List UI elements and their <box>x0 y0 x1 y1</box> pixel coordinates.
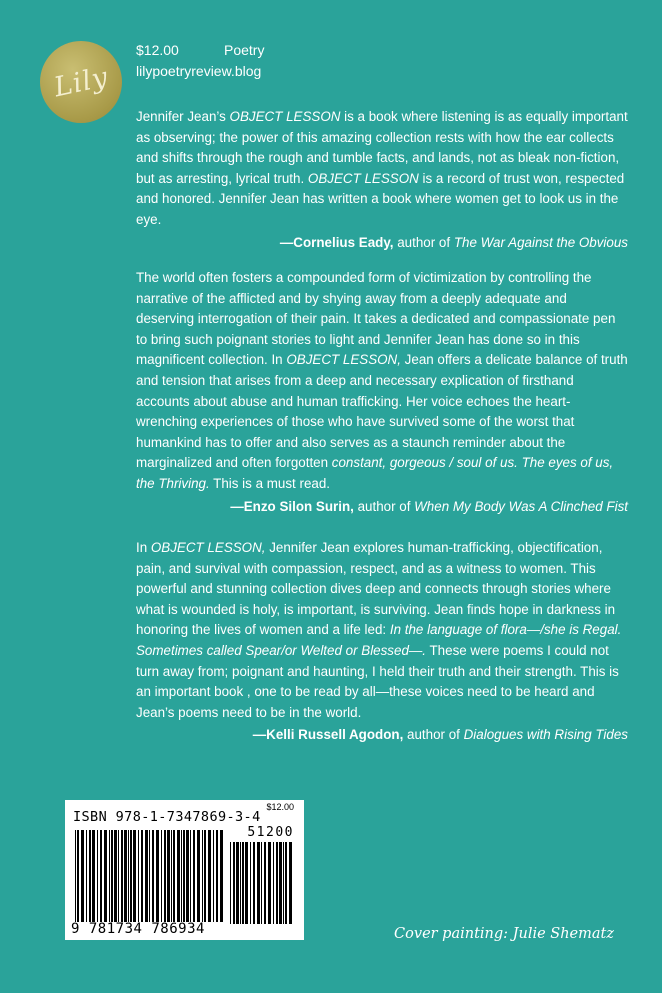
barcode-bar <box>268 842 271 924</box>
barcode-bar <box>104 830 107 922</box>
blurb-segment: This is a must read. <box>209 475 331 491</box>
barcode-bar <box>141 830 143 922</box>
blurb-segment: These were poems I could not turn away from; poignant and haunting, I held their truth and their strength. This is an important book , one to be read by all—these voices need to be heard and Jean’s poems need to be in the world. <box>136 642 619 720</box>
barcode-bar <box>202 830 203 922</box>
blurb-segment: Jennifer Jean’s <box>136 109 230 124</box>
blurb-attribution <box>136 497 628 518</box>
blurb-author: —Cornelius Eady, <box>279 234 394 250</box>
addon-digits: 51200 <box>247 825 294 840</box>
barcode-bar <box>171 830 172 922</box>
barcode-bar <box>257 842 260 924</box>
barcode-bar <box>289 842 292 924</box>
blurb-italic: OBJECT LESSON <box>307 170 419 186</box>
blurb-segment: In <box>136 540 151 555</box>
barcode-bar <box>161 830 162 922</box>
barcode-bar <box>208 830 211 922</box>
barcode-bar <box>121 830 123 922</box>
barcode-bar <box>186 830 189 922</box>
barcode-bar <box>152 830 154 922</box>
barcode-bar <box>130 830 132 922</box>
barcode-bar <box>133 830 136 922</box>
barcode-bar <box>279 842 282 924</box>
blurb-text <box>136 107 628 231</box>
barcode-bar <box>285 842 287 924</box>
blurb-author: —Kelli Russell Agodon, <box>252 727 404 743</box>
blurb-author: —Enzo Silon Surin, <box>230 498 354 514</box>
barcode-bar <box>128 830 129 922</box>
ean-bars <box>75 830 225 922</box>
barcode-bar <box>197 830 200 922</box>
barcode-bar <box>156 830 159 922</box>
isbn-number: ISBN 978-1-7347869-3-4 <box>73 809 261 825</box>
barcode-bar <box>213 830 214 922</box>
barcode-bar <box>242 842 244 924</box>
blurb-segment: is a book where listening is as equally important as observing; the power of this amazing collection rests with how the ear collects and shifts through the rough and tumble facts, and lands, not as bleak non-fiction, but as arresting, lyrical truth. <box>136 109 628 186</box>
barcode-bar <box>114 830 117 922</box>
barcode-bar <box>236 842 239 924</box>
barcode-bar <box>149 830 150 922</box>
blurb-author-of: author of <box>393 234 454 250</box>
barcode-bar <box>86 830 87 922</box>
isbn-barcode <box>65 800 304 940</box>
blurb-attribution <box>136 725 628 746</box>
barcode-bar <box>177 830 180 922</box>
blurb-work: Dialogues with Rising Tides <box>463 727 628 743</box>
book-price: $12.00 <box>136 42 179 58</box>
publisher-website[interactable]: lilypoetryreview.blog <box>136 63 262 79</box>
addon-bars <box>230 842 294 924</box>
barcode-bar <box>233 842 235 924</box>
barcode-bar <box>193 830 195 922</box>
blurb-segment: Jean offers a delicate balance of truth and tension that arises from a deep and necessary explication of firsthand accounts about abuse and human trafficking. Her voice echoes the heart-wrenching experiences of those who have survived some of the worst that humankind has to offer and also serves as a staunch reminder about the marginalized and often forgotten <box>136 352 628 471</box>
blurb-italic: OBJECT LESSON <box>229 109 341 124</box>
blurb-italic: constant, gorgeous / soul of us. The eyes of us, the Thriving. <box>136 455 614 491</box>
barcode-bar <box>92 830 95 922</box>
barcode-bar <box>240 842 241 924</box>
logo-text: Lily <box>51 61 111 103</box>
barcode-bar <box>190 830 191 922</box>
barcode-bar <box>204 830 206 922</box>
barcode-bar <box>273 842 274 924</box>
ean-digits: 9 781734 786934 <box>71 921 205 937</box>
barcode-bar <box>138 830 139 922</box>
barcode-bar <box>97 830 98 922</box>
blurb-author-of: author of <box>353 498 415 514</box>
blurb-segment: is a record of trust won, respected and honored. Jennifer Jean has written a book where women get to look us in the eye. <box>136 170 625 227</box>
barcode-bar <box>230 842 231 924</box>
barcode-bar <box>100 830 102 922</box>
barcode-bar <box>89 830 91 922</box>
barcode-bar <box>250 842 251 924</box>
blurb-text <box>136 538 628 723</box>
blurb-segment: Jennifer Jean explores human-trafficking, objectification, pain, and survival with compassion, respect, and as a witness to women. This powerful and stunning collection dives deep and connects through stories where what is wounded is holy, is important, is surviving. Jean finds hope in darkness in honoring the lives of women and a life led: <box>136 540 616 638</box>
blurb-work: The War Against the Obvious <box>453 234 628 250</box>
barcode-bar <box>261 842 262 924</box>
blurb-1 <box>136 107 628 253</box>
blurb-text <box>136 268 628 495</box>
barcode-bar <box>276 842 278 924</box>
barcode-bar <box>145 830 148 922</box>
blurb-work: When My Body Was A Clinched Fist <box>414 498 628 514</box>
barcode-bar <box>216 830 218 922</box>
blurb-attribution <box>136 233 628 254</box>
blurb-2 <box>136 268 628 517</box>
barcode-bar <box>81 830 84 922</box>
barcode-bar <box>245 842 248 924</box>
barcode-bar <box>181 830 182 922</box>
barcode-bar <box>173 830 175 922</box>
book-meta <box>136 40 265 82</box>
blurb-3 <box>136 538 628 746</box>
barcode-bar <box>118 830 119 922</box>
barcode-bar <box>109 830 110 922</box>
barcode-bar <box>264 842 266 924</box>
barcode-bar <box>77 830 79 922</box>
barcode-bar <box>253 842 255 924</box>
barcode-bar <box>164 830 166 922</box>
barcode-bar <box>124 830 127 922</box>
cover-credit: Cover painting: Julie Shematz <box>394 926 614 942</box>
barcode-bar <box>220 830 223 922</box>
blurb-author-of: author of <box>403 727 464 743</box>
blurb-italic: OBJECT LESSON, <box>286 352 401 368</box>
blurb-italic: In the language of flora—/she is Regal. Sometimes called Spear/or Welted or Blessed—. <box>136 622 622 658</box>
publisher-logo <box>40 41 122 123</box>
blurb-segment: The world often fosters a compounded form of victimization by controlling the narrative of the afflicted and by shying away from a deeply adequate and deserving interrogation of their pain. It takes a dedicated and compassionate pen to bring such poignant stories to light and Jennifer Jean has done so in this magnificent collection. In <box>136 270 616 368</box>
barcode-bar <box>75 830 76 922</box>
barcode-bar <box>183 830 185 922</box>
barcode-bar <box>111 830 113 922</box>
barcode-price: $12.00 <box>266 802 294 812</box>
barcode-bar <box>167 830 170 922</box>
blurb-italic: OBJECT LESSON, <box>150 540 266 555</box>
barcode-bar <box>283 842 284 924</box>
book-genre: Poetry <box>224 42 265 58</box>
